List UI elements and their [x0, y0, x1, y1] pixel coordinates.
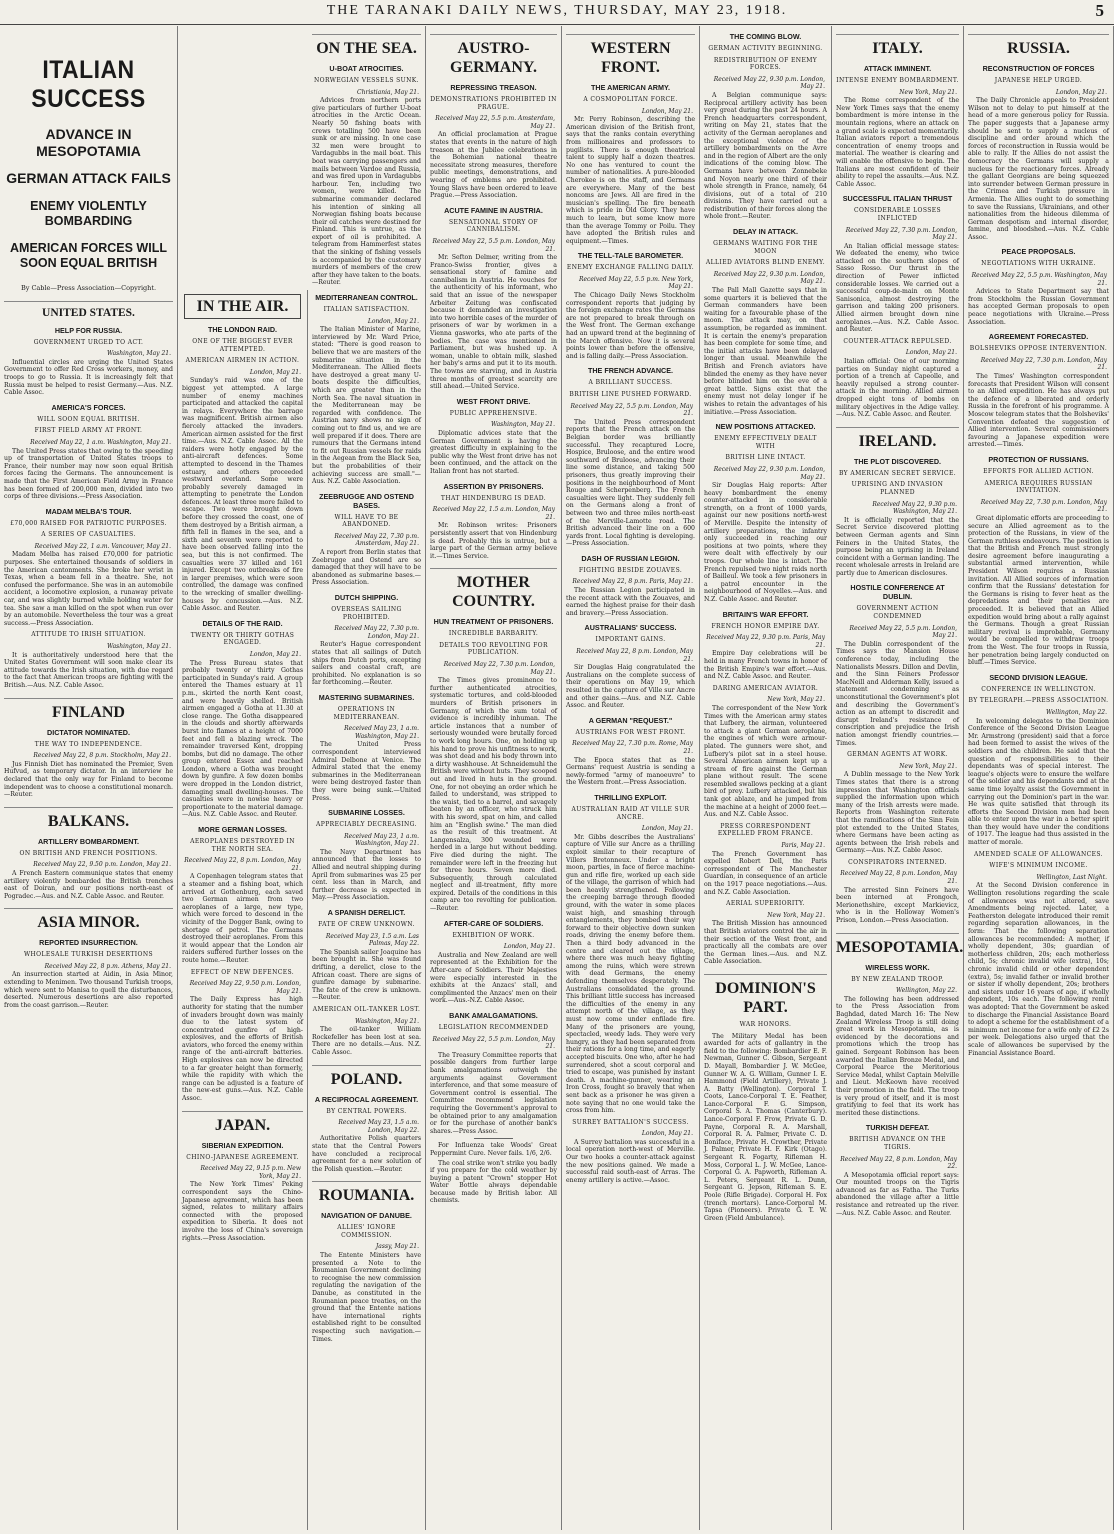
- section-balkans: BALKANS.: [4, 807, 173, 831]
- deck: ALLIED AVIATORS BLIND ENEMY.: [705, 259, 826, 267]
- dateline: Wellington, May 22.: [1046, 708, 1107, 716]
- deck: WILL HAVE TO BE ABANDONED.: [334, 513, 399, 529]
- section-mother-country: MOTHER COUNTRY.: [430, 568, 557, 611]
- subhead: SIBERIAN EXPEDITION.: [201, 1140, 284, 1150]
- column-8: [964, 26, 1114, 1530]
- article-body: Madam Melba has raised £70,000 for patriotic purposes. She entertained thousands of soldiers in the American cantonments. She broke her wrist in Texas, when a beam fell in a theatre. She, not confused the performance. She was in an automobile accident, a locomotive explosion, a runaway private car, and was slightly burned while holding water for tea. She saw a man killed on the spot when run over by an automobile. Nevertheless the tour was a great success.—Press Association.: [4, 551, 173, 627]
- deck: AMENDED SCALE OF ALLOWANCES.: [974, 850, 1103, 858]
- dateline: Received May 22, 8 p.m. Stockholm, May 21.: [33, 752, 171, 760]
- article-body: Influential circles are urging the United States Government to offer Red Cross workers, money, and troops to go to Russia. It is increasingly felt that Russia must be helped to resist Germany.—Aus. N.Z. Cable Assoc.: [4, 358, 173, 397]
- byline: By Cable—Press Association—Copyright.: [20, 284, 157, 292]
- subhead: ASSERTION BY PRISONERS.: [443, 481, 544, 491]
- dateline: Washington, May 21.: [354, 1017, 419, 1025]
- dateline: Received May 22, 9.30 p.m. London, May 21.: [713, 465, 825, 481]
- deck: CHINO-JAPANESE AGREEMENT.: [186, 1153, 299, 1161]
- deck: GOVERNMENT URGED TO ACT.: [33, 338, 144, 346]
- deck: CONSIDERABLE LOSSES INFLICTED: [853, 207, 942, 222]
- deck: APPRECIABLY DECREASING.: [316, 821, 417, 829]
- dateline: Received May 23, 1.5 a.m. London, May 22.: [338, 1119, 419, 1134]
- article-body: The Chicago Daily News Stockholm correspondent reports that judging by the foreign exchange rates the Germans are not prepared to break through on the West front. The German exchange had an upward trend at the beginning of the March offensive. Now it is several points lower than before the offensive, and is falling daily.—Press Association.: [566, 292, 695, 360]
- deck: EXHIBITION OF WORK.: [452, 931, 535, 939]
- subhead: MADAM MELBA'S TOUR.: [45, 506, 132, 516]
- dateline: Received May 22, 7.30 p.m. London, May 21.: [980, 498, 1107, 514]
- article-body: A Surrey battalion was successful in a local operation north-west of Merville. Our two hooks a counter-attack against the new positions gained. We made a successful raid south-east of Arras. The enemy artillery is active.—Assoc.: [566, 1138, 695, 1184]
- article-body: A Dublin message to the New York Times states that there is a strong impression that Washington officials supplied the information upon which many of the Irish arrests were made. Reports from Washington reiterate that the ramifications of the Sinn Fein plot extended to the United States, where Germans have been acting as agents between the Irish rebels and Germany.—Aus. N.Z. Cable Assoc.: [836, 771, 959, 855]
- article-body: The Entente Ministers have presented a Note to the Roumanian Government declining to recognise the new commission regulating the navigation of the Danube, as constituted in the Roumanian peace treaties, on the ground that the Entente nations have international rights established right to be consulted respecting such navigation.—Times.: [312, 1252, 421, 1343]
- deck: LEGISLATION RECOMMENDED: [438, 1024, 549, 1031]
- dateline: Received May 22, 9.30 p.m. Washington, May 21.: [872, 500, 957, 516]
- article-body: The United Press states that owing to the speeding up of transportation of United States troops to France, their number may now soon equal British forces facing the Germans. The announcement is made that the First American Field Army in France has been formed of 200,000 men, divided into two corps of three divisions.—Press Association.: [4, 447, 173, 501]
- subhead: A GERMAN "REQUEST.": [588, 715, 673, 725]
- article-body: The Dublin correspondent of the Times says the Mansion House conference today, including the Nationalists Messrs. Dillon and Devlin, and the Sinn Feiners Professor MacNeill and Alderman Kelly, issued a statement condemning as unconstitutional the Government's plot and describing the Government's action as an attempt to discredit and disrupt Ireland's resistance of conscription and prejudice the Irish nation amongst friendly countries.—Times.: [836, 640, 959, 747]
- section-western-front: WESTERN FRONT.: [566, 34, 695, 77]
- subhead: U-BOAT ATROCITIES.: [329, 64, 404, 73]
- subhead: DASH OF RUSSIAN LEGION.: [581, 553, 680, 563]
- section-roumania: ROUMANIA.: [312, 1181, 421, 1205]
- dateline: New York, May 21.: [767, 911, 825, 919]
- headline-german-attack: GERMAN ATTACK FAILS: [6, 170, 171, 186]
- deck: ENEMY EFFECTIVELY DEALT WITH: [714, 435, 817, 450]
- dateline: Received May 22, 5.5 p.m. London, May 21.: [432, 237, 555, 253]
- subhead: WIRELESS WORK.: [865, 962, 930, 972]
- subhead: NEW POSITIONS ATTACKED.: [715, 422, 816, 432]
- article-body: The Press Bureau states that probably twenty or thirty Gothas participated in Sunday's raid. A group entered the Thames estuary at 11 p.m., skirted the north Kent coast, and were heavily shelled. British airmen engaged a Gotha at 11.30 at close range. The Gotha disappeared in the clouds and shortly afterwards burst into flames at a height of 7000 feet and fell a blazing wreck. The remainder traversed Kent, dropping bombs, but did no damage. The other group entered Essex and reached London, where a Gotha was brought down by gunfire. A few dozen bombs were dropped in the London district, damaging small dwelling-houses. The casualties were in nowise heavy or proportionate to the material damage.—Aus. N.Z. Cable Assoc. and Reuter.: [182, 659, 303, 819]
- article-body: A Belgian communique says: Reciprocal artillery activity has been very great during the past 24 hours. A French headquarters correspondent, writing on May 21, states that the activity of the German aeroplanes and the exceptional violence of the artillery bombardments on the Avre and in the region of Albert are the only indications of the coming blow. The Germans have between Zonnebeke and Noyon nearly one third of their whole strength in France, namely, 64 divisions, out of a total of 210 divisions. They have carried out a redistribution of their forces along the whole front.—Reuter.: [704, 91, 827, 221]
- subhead: WEST FRONT DRIVE.: [456, 396, 531, 406]
- article-body: The United Press correspondent interviewed Admiral Delbone at Venice. The Admiral stated that the enemy submarines in the Mediterranean were being destroyed faster than they were being sunk.—United Press.: [312, 741, 421, 802]
- dateline: New York, May 21.: [899, 762, 957, 770]
- article-body: Mr. Gibbs describes the Australians' capture of Ville sur Ancre as a thrilling exploit similar to their recapture of Villers Bretonneux. Under a bright moon, parties, in face of fierce machine-gun and rifle fire, worked up each side of the village, the garrison of which had been heavily strengthened. Following the creeping barrage through flooded ground, with the water in some places waist high, and smashing through entanglements, they bombed their way forward to their objective down sunken roads, driving the enemy before them. Then a third body advanced in the centre and cleared out the village, where there was much heavy fighting among the ruins, which were strewn with dead Germans, the enemy defending themselves desperately. The Australians consolidated the ground. This brilliant little success has increased the difficulties of the enemy in any attempt north of the village, as they must now come under enfilade fire. Many of the prisoners are young, spectacled, weedy lads. They were very hungry, as they had been separated from their rations for a long time, and eagerly accepted biscuits. One who, after he had surrendered, shot a scout corporal and tried to escape, was punished by instant death. A machine-gunner, wearing an Iron Cross, fought so bravely that when sent back as a prisoner he was given a note saying that no one would take the cross from him.: [566, 833, 695, 1115]
- dateline: Received May 22, 7.30 p.m. London, May 21.: [980, 356, 1107, 372]
- subhead: BRITAIN'S WAR EFFORT.: [722, 609, 809, 619]
- dateline: London, May 21.: [905, 349, 957, 357]
- article-body: The following has been addressed to the Press Association from Baghdad, dated March 16: The New Zealand Wireless Troop is still doing great work in Mesopotamia, as is evidenced by the decorations and promotions which the troop has gained. Sergeant Robinson has been awarded the Italian Bronze Medal, and Corporal Pearce the Meritorious Service Medal, whilst Captain Melville and Lieut. McKeown have received their promotion in the field. The troop is very proud of itself, and it is most gratifying to feel that its work has merited these distinctions.: [836, 995, 959, 1117]
- dateline: London, May 21.: [249, 368, 301, 376]
- deck: CONSPIRATORS INTERNED.: [848, 858, 947, 866]
- article-body: The Times gives prominence to further authenticated atrocities, systematic tortures, and cold-blooded murders of British prisoners in Germany, of which the sum total of evidence is incredibly inhuman. The article instances that a number of seriously wounded were brutally forced to work long hours. One, on holding up his hand to prove his unfitness to work, was shot dead and his body thrown into a dirty washhouse. At Schneidemuhl the British were without huts. They scooped out and lived in huts in the ground. One, for not obeying an order which he failed to understand, was stripped to the waist, tied to a barrel, and savagely beaten by an officer, who struck him with his sword, spat on him, and called him an "English swine." The man died as the result of this treatment. At Langensalza, 300 wounded were herded in a large hut without bedding. Five died during the night. The remainder were left in the freezing hut for three hours. Seven more died. Subsequently, through calculated neglect and ill-treatment, fifty more expired. Details of the conditions in this camp are too revolting for publication.—Reuter.: [430, 677, 558, 913]
- subhead: SECOND DIVISION LEAGUE.: [989, 672, 1088, 682]
- subhead: ZEEBRUGGE AND OSTEND BASES.: [319, 491, 414, 510]
- dateline: Received May 22, 9.30 p.m. Paris, May 21.: [706, 634, 825, 649]
- section-in-the-air: IN THE AIR.: [184, 294, 301, 319]
- deck: THE WAY TO INDEPENDENCE.: [34, 740, 143, 748]
- deck: SURREY BATTALION'S SUCCESS.: [572, 1118, 689, 1126]
- article-body: Australia and New Zealand are well represented at the Exhibition for the After-care of Soldiers. Their Majesties were especially interested in the exhibits at the Anzacs' stall, and complimented the Anzacs' men on their work.—Aus.-N.Z. Cable Assoc.: [430, 951, 557, 1005]
- dateline: Received May 22, 1 a.m. Washington, May 21.: [30, 438, 171, 446]
- article-body: Authoritative Polish quarters state that the Central Powers have concluded a reciprocal agreement for a new solution of the Polish question.—Reuter.: [312, 1135, 421, 1173]
- dateline: Received May 23, 1 a.m. Washington, May 21.: [344, 725, 419, 740]
- deck: FIGHTING BESIDE ZOUAVES.: [578, 566, 683, 574]
- article-body: Reuter's Hague correspondent states that all sailings of Dutch ships from Dutch ports, excepting sailers and coastal craft, are prohibited. No explanation is so far forthcoming.—Reuter.: [312, 641, 421, 687]
- advertisement: The coal strike won't strike you badly if you prepare for the cold weather by buying a patent "Crown" stopper Hot Water Bottle always dependable because made by British labor. All chemists.: [430, 1159, 557, 1205]
- subhead: REPORTED INSURRECTION.: [39, 938, 138, 948]
- dateline: London, May 21.: [1055, 88, 1107, 96]
- article-body: In welcoming delegates to the Dominion Conference of the Second Division League Mr. Armstrong (president) said that a force had been formed to assist the wives of the soldiers and the children. He said that the question of responsibilities to their dependants was of special interest. The league's objects were to ensure the welfare of the soldier and his dependants and at the same time loyalty assist the Government in carrying out the Dominion's part in the war. He was quite satisfied that through its efforts the Second Division men had been able to enter upon the war in a better spirit than they would have under the conditions of 1917. The league had thus assisted in the matter of morale.: [968, 717, 1109, 847]
- subhead: ACUTE FAMINE IN AUSTRIA.: [444, 205, 543, 215]
- deck: ITALIAN SATISFACTION.: [323, 306, 410, 314]
- subhead: A SPANISH DERELICT.: [327, 908, 406, 918]
- dateline: Received May 22, 1.5 a.m. London, May 21.: [432, 506, 555, 521]
- dateline: Received May 23, 1.5 a.m. Las Palmas, May 22.: [325, 932, 419, 948]
- subhead: MEDITERRANEAN CONTROL.: [315, 293, 418, 303]
- deck: UPRISING AND INVASION PLANNED: [851, 481, 944, 496]
- dateline: London, May 21.: [641, 1130, 693, 1138]
- article-body: Empire Day celebrations will be held in many French towns in honor of the British Empire's war effort.—Aus. and N.Z. Cable Assoc. and Reuter.: [704, 650, 827, 681]
- subhead: DELAY IN ATTACK.: [733, 227, 798, 237]
- dateline: Received May 22, 7.30 p.m. London, May 21.: [334, 625, 419, 640]
- article-body: The Daily Express has high authority for stating that the number of invaders brought down was mainly due to the latest system of concentrated gunfire of high-explosives, and the efforts of British aviators, who forced the enemy within range of the anti-aircraft batteries. High explosives can now be directed to a far greater height than formerly, while the rapidity with which the range can be adjusted is a feature of the new-est guns.—Aus. N.Z. Cable Assoc.: [182, 996, 303, 1103]
- subhead: AUSTRALIANS' SUCCESS.: [584, 623, 677, 633]
- subhead: DUTCH SHIPPING.: [334, 593, 399, 603]
- deck: SENSATIONAL STORY OF CANNIBALISM.: [449, 218, 538, 234]
- dateline: New York, May 21.: [767, 696, 825, 704]
- deck: TWENTY OR THIRTY GOTHAS ENGAGED.: [190, 631, 295, 647]
- dateline: Received May 22, 1 a.m. Vancouver, May 21.: [34, 542, 171, 550]
- article-body: An Italian official message states: We defeated the enemy, who twice attacked on the southern slopes of Sasso Rosso. Our thrust in the direction of Pewer inflicted considerable losses. We carried out a successful coup-de-main on Monte Sanisonica, almost destroying the garrison and taking 200 prisoners. Allied airmen brought down nine aeroplanes.—Aus. N.Z. Cable Assoc. and Reuter.: [836, 242, 959, 334]
- article-body: A Mesopotamia official report says: Our mounted troops on the Tigris advanced as far as Fatha. The Turks abandoned the village after a little resistance and retreated up the river.—Aus. N.Z. Cable Assoc. and Reuter.: [836, 1171, 959, 1217]
- subhead: AMERICA'S FORCES.: [51, 402, 126, 412]
- dateline: Paris, May 21.: [781, 842, 825, 850]
- column-3: [308, 26, 426, 1530]
- section-united-states: UNITED STATES.: [4, 301, 173, 320]
- dateline: Received May 22, 5.5 p.m. London, May 21.: [570, 402, 693, 418]
- deck: WHOLESALE TURKISH DESERTIONS: [23, 951, 154, 959]
- subhead: DETAILS OF THE RAID.: [202, 618, 283, 628]
- article-body: The Navy Department has announced that the losses to Allied and neutral shipping during April from submarines was 25 per cent. less than in March, and further decrease is expected in May.—Press Association.: [312, 848, 421, 902]
- article-body: The Pall Mall Gazette says that in some quarters it is believed that the German commanders have been waiting for a favourable phase of the moon. The attack may, on that assumption, be regarded as imminent. It is certain the enemy's preparation has been complete for some time, and the initial attacks have been delayed longer than usual. Meanwhile the British and French aviators have blinded the enemy as they have never before blinded him on the eve of a great battle. Signs exist that the enemy must not delay longer if he wishes to retain the advantages of his initiative.—Press Association.: [704, 287, 827, 416]
- section-on-the-sea: ON THE SEA.: [312, 34, 421, 58]
- deck: DARING AMERICAN AVIATOR.: [712, 684, 819, 692]
- subhead: SUBMARINE LOSSES.: [328, 808, 405, 818]
- article-body: Great diplomatic efforts are proceeding to secure an Allied agreement as to the protection of the Russians, in view of the German ruthless endeavours. The position is that the British and French must strongly desire agreement before inaugurating a substantial armed intervention, while President Wilson requires a Russian invitation. All Allied sources of information confirm that the Russians' detestation for the Germans is rising to fever heat as the depredations and their penalties are proceeded. It is believed that an Allied expedition would bring about a rally against the Germans. Though a great Russian military revival is improbable, Germany would be compelled to withdraw troops from the West. The four troops in Russia, her penetration being largely conducted on bluff.—Times Service.: [968, 514, 1109, 667]
- deck: AERIAL SUPERIORITY.: [726, 900, 805, 908]
- subhead: DICTATOR NOMINATED.: [47, 727, 130, 737]
- dateline: Received May 23, 1 a.m. Washington, May 21.: [344, 832, 419, 848]
- subhead: THE LONDON RAID.: [207, 325, 278, 334]
- deck: GERMANS WAITING FOR THE MOON: [713, 240, 818, 255]
- deck: NORWEGIAN VESSELS SUNK.: [314, 77, 419, 84]
- dateline: Received May 22, 9.50 p.m. London, May 21.: [33, 861, 171, 869]
- article-body: The French Government has expelled Robert Dell, the Paris correspondent of The Manchester Guardian, in consequence of an article on the 1917 peace negotiations.—Aus. and N.Z. Cable Association.: [704, 850, 827, 896]
- subhead: HUN TREATMENT OF PRISONERS.: [433, 617, 554, 627]
- dateline: Received May 22, 8 p.m. Paris, May 21.: [572, 578, 693, 586]
- deck: EFFECT OF NEW DEFENCES.: [190, 968, 295, 976]
- article-body: Diplomatic advices state that the German Government is having the greatest difficulty in explaining to the public why the West front drive has not been continued, and the attack on the Italian front has not started.: [430, 429, 557, 475]
- article-body: The oil-tanker William Rockefeller has been lost at sea. There are no details.—Aus. N.Z. Cable Assoc.: [312, 1026, 421, 1056]
- dateline: Received May 22, 8 p.m. London, May 21.: [840, 870, 957, 886]
- article-body: Jus Finnish Diet has nominated the Premier, Sven Hufvud, as temporary dictator. In an interview he declared that the only way for Finland to become independent was to choose a constitutional monarch.—Reuter.: [4, 760, 173, 799]
- headline-bombarding: ENEMY VIOLENTLY BOMBARDING: [30, 199, 147, 228]
- dateline: Jassy, May 21.: [375, 1243, 419, 1251]
- page-number: 5: [1095, 1, 1106, 20]
- article-body: Mr. Perry Robinson, describing the American division of the British front, says that the ranks contain everything from millionaires and professors to pugilists. There is enough theatrical talent to supply half a dozen theatres. No one has ventured to count the number of nationalities. A pure-blooded Cherokee is on the staff, and Germans are everywhere. Many of the best noncoms are Jews. All are fired in the musician's spelling. The fire beneath which is pride in Old Glory. They have much to learn, but some know more than the average Tommy or Poilu. They have adopted the British rules and equipment.—Times.: [566, 116, 695, 245]
- dateline: London, May 21.: [641, 825, 693, 833]
- dateline: Received May 22, 9.30 p.m. London, May 21.: [713, 270, 825, 286]
- article-body: The New York Times' Peking correspondent says the Chino-Japanese agreement, which has been signed, relates to military affairs connected with the proposed expedition to Siberia. It does not involve the loss of China's sovereign rights.—Press Association.: [182, 1181, 303, 1242]
- section-mesopotamia: MESOPOTAMIA.: [836, 933, 959, 957]
- subhead: SUCCESSFUL ITALIAN THRUST: [842, 194, 953, 204]
- dateline: Wellington, May 22.: [896, 987, 957, 995]
- deck: REDISTRIBUTION OF ENEMY FORCES.: [713, 56, 818, 72]
- deck: BRITISH LINE INTACT.: [725, 454, 806, 462]
- section-italy: ITALY.: [836, 34, 959, 58]
- deck: ON BRITISH AND FRENCH POSITIONS.: [19, 849, 158, 857]
- deck: OPERATIONS IN MEDITERRANEAN.: [333, 705, 400, 721]
- deck: WIFE'S MINIMUM INCOME.: [989, 862, 1088, 870]
- section-asia-minor: ASIA MINOR.: [4, 908, 173, 932]
- dateline: Received May 22, 5.5 p.m. Amsterdam, May 21.: [435, 115, 555, 130]
- dateline: Received May 22, 7.30 p.m. Rome, May 21.: [572, 740, 693, 755]
- deck: BOLSHEVIKS OPPOSE INTERVENTION.: [969, 345, 1108, 353]
- deck: GOVERNMENT ACTION CONDEMNED: [856, 605, 939, 621]
- deck: COUNTER-ATTACK REPULSED.: [843, 337, 952, 345]
- dateline: Received May 22, 9.15 p.m. New York, May 21.: [200, 1165, 301, 1180]
- subhead: NAVIGATION OF DANUBE.: [321, 1211, 412, 1221]
- subhead: THE PLOT DISCOVERED.: [853, 456, 942, 466]
- article-body: Italian official: One of our morning parties on Sunday night captured a portion of a trench at Capeolle, and heavily repulsed a strong counter-attack in the morning. Allied airmen dropped eight tons of bombs on military objectives in the Adige valley.—Aus. N.Z. Cable Assoc. and Reuter.: [836, 358, 959, 419]
- deck: PUBLIC APPREHENSIVE.: [449, 409, 538, 417]
- dateline: Christiania, May 21.: [357, 88, 419, 96]
- subhead: MASTERING SUBMARINES.: [318, 692, 415, 702]
- subhead: A RECIPROCAL AGREEMENT.: [314, 1094, 419, 1104]
- article-body: A report from Berlin states that Zeebrugge and Ostend are so damaged that they will have to be abandoned as submarine bases.—Press Association.: [312, 549, 421, 587]
- column-6: [700, 26, 832, 1530]
- deck: JAPANESE HELP URGED.: [994, 77, 1083, 84]
- deck: ALLIES' IGNORE COMMISSION.: [337, 1224, 396, 1239]
- article-body: A French Eastern communique states that enemy artillery violently bombarded the British trenches east of Doiran, and our positions north-east of Pogradec.—Aus. and N.Z. Cable Assoc. and Reuter.: [4, 869, 173, 900]
- article-body: The Rome correspondent of the New York Times says that the enemy bombardment is more intense in the mountain regions, where an attack on a grand scale is expected momentarily. Italian aviators report a tremendous concentration of enemy troops and material. The weather is clearing and will enable the offensive to begin. The Italians are most confident of their ability to repel the assaults.—Aus. N.Z. Cable Assoc.: [836, 97, 959, 188]
- article-body: The Daily Chronicle appeals to President Wilson not to delay to put himself at the head of a more generous policy for Russia. The paper suggests that a Japanese army should be sent to supply a nucleus of discipline and order around which the forces of reconstruction in Russia would be able to rally. If the Allies do not assist the democracy the Germans will supply a nucleus for the reactionary forces. Already the gallant Georgians are being squeezed into surrender between German pressure in the Crimea and Turkish pressure in Armenia. The Allies ought to do something to save the Russians, Ukrainians, and other nationalities from the hideous dilemma of German despotism and internal disorder, famine, and bloodshed.—Aus. N.Z. Cable Assoc.: [968, 97, 1109, 241]
- deck: AMERICAN OIL-TANKER LOST.: [312, 1005, 421, 1013]
- article-body: Mr. Sefton Delmer, writing from the Franco-Swiss frontier, gives a sensational story of famine and cannibalism in Austria. He vouches for the authenticity of his informant, who said that an issue of the newspaper Arbeiter Zeitung was confiscated because it demanded an investigation into two horrible cases of the murder of prisoners of war by workmen in a Vienna gasworks, who ate parts of the bodies. The case was mentioned in Parliament, but was hushed up. A woman, unable to obtain milk, slashed her baby's arms and put it to its mouth. The towns are starving, and in Austria three months of greatest scarcity are still ahead.—United Service.: [430, 254, 557, 391]
- deck: AUSTRALIAN RAID AT VILLE SUR ANCRE.: [571, 805, 690, 821]
- article-body: The Spanish sailer Joaquine has been brought in. She was found drifting, a derelict, close to the African coast. There are signs of gunfire damage by submarine. The fate of the crew is unknown.—Reuter.: [312, 948, 421, 1002]
- headline-mesopotamia: ADVANCE IN MESOPOTAMIA: [36, 126, 141, 159]
- headline-american-forces: AMERICAN FORCES WILL SOON EQUAL BRITISH: [10, 241, 167, 270]
- dateline: Wellington, Last Night.: [1036, 873, 1107, 881]
- deck: A SERIES OF CASUALTIES.: [41, 531, 136, 539]
- article-body: Sir Douglas Haig congratulated the Australians on the complete success of their operations on May 19, which resulted in the capture of Ville sur Ancre and other gains.—Aus. and N.Z. Cable Assoc. and Reuter.: [566, 664, 695, 710]
- subhead: HELP FOR RUSSIA.: [54, 325, 123, 335]
- deck: CONFERENCE IN WELLINGTON.: [981, 685, 1096, 693]
- subhead: ARTILLERY BOMBARDMENT.: [37, 836, 140, 846]
- section-austro-germany: AUSTRO-GERMANY.: [430, 34, 557, 77]
- deck: FRENCH HONOR EMPIRE DAY.: [711, 622, 820, 630]
- section-poland: POLAND.: [312, 1065, 421, 1089]
- dateline: Received May 22, 9.50 p.m. London, May 21.: [189, 980, 301, 995]
- dateline: New York, May 21.: [899, 88, 957, 96]
- deck: FATE OF CREW UNKNOWN.: [318, 921, 415, 929]
- dateline: London, May 21.: [249, 650, 301, 658]
- subhead: THE FRENCH ADVANCE.: [587, 366, 674, 376]
- subhead: BANK AMALGAMATIONS.: [449, 1011, 538, 1020]
- deck: NEGOTIATIONS WITH UKRAINE.: [981, 260, 1096, 268]
- section-finland: FINLAND: [4, 698, 173, 722]
- subhead: THE TELL-TALE BAROMETER.: [577, 251, 684, 261]
- dateline: Received May 22, 5.5 p.m. London, May 21.: [849, 624, 957, 640]
- dateline: London, May 21.: [641, 107, 693, 115]
- dateline: Received May 22, 8 p.m. London, May 21.: [576, 648, 693, 663]
- article-body: Sir Douglas Haig reports: After heavy bombardment the enemy counter-attacked in considerable strength, on a front of 1000 yards, against our new positions north-west of Merville. Despite the intensity of artillery preparations, the infantry only succeeded in reaching our positions at two points, where they were dealt with effectively by our troops. Our whole line is intact. The French repulsed two night raids north of Bailleul. We took a few prisoners in a patrol encounter in the neighbourhood of Noyelles.—Aus. and N.Z. Cable Assoc. and Reuter.: [704, 482, 827, 603]
- article-body: Sunday's raid was one of the biggest yet attempted. A large number of enemy machines participated and attacked the capital in relays. Everywhere the barrage was magnificent. British airmen also fiercely attacked the invaders. American airmen assisted for the first time.—Aus. N.Z. Cable Assoc. All the raiders were hotly engaged by the anti-aircraft defences. Some attempted to descend in the Thames estuary, and others proceeded westward overland. Some were probably severely damaged in attempting to penetrate the London defences. At least three more failed to escape. Two were brought down before they crossed the coast, one of them destroyed by a British airman, a fifth fell in flames in the sea, and a sixth and seventh were reported to have been observed falling into the sea, but this is not confirmed. The casualties were 37 killed and 161 injured. Except two outbreaks of fire in larger premises, which were soon controlled, the damage was confined to the wrecking of smaller dwelling-houses by concussion.—Aus. N.Z. Cable Assoc. and Reuter.: [182, 377, 303, 613]
- dateline: London, May 21.: [503, 943, 555, 951]
- deck: WAR HONORS.: [739, 1020, 792, 1028]
- deck: BRITISH ADVANCE ON THE TIGRIS.: [849, 1136, 946, 1151]
- deck: FIRST FIELD ARMY AT FRONT.: [34, 427, 143, 435]
- article-body: The Italian Minister of Marine, interviewed by Mr. Ward Price, stated: "There is good reason to believe that we are masters of the submarine situation in the Mediterranean. The Allied fleets have destroyed a great many U-boats despite the difficulties, which are greater than in the North Sea. The naval situation in the Mediterranean may be regarded with confidence. The Austrian navy shows no sign of coming out to find us, and we are well prepared if it does. There are rumours that the Germans intend to fit out Russian vessels for raids in the Aegean from the Black Sea, but the probabilities of their achieving success are small."—Aus. N.Z. Cable Association.: [312, 326, 421, 486]
- deck: BY AMERICAN SECRET SERVICE.: [838, 469, 957, 477]
- subhead: REPRESSING TREASON.: [450, 83, 537, 92]
- dateline: Received May 22, 5.5 p.m. New York, May 21.: [578, 275, 693, 291]
- article-body: The Russian Legion participated in the recent attack with the Zouaves, and earned the highest praise for their dash and bravery.—Press Association.: [566, 587, 695, 617]
- deck: AEROPLANES DESTROYED IN THE NORTH SEA.: [190, 838, 295, 853]
- subhead: THE AMERICAN ARMY.: [591, 83, 670, 92]
- subhead: PEACE PROPOSALS.: [1001, 247, 1076, 257]
- dateline: Received May 22, 5.5 p.m. Washington, May 21.: [971, 272, 1107, 287]
- deck: IMPORTANT GAINS.: [595, 636, 666, 644]
- main-headline: ITALIAN SUCCESS: [31, 56, 146, 113]
- deck: AMERICAN AIRMEN IN ACTION.: [185, 357, 300, 365]
- dateline: Received May 22, 9.30 p.m. London, May 21.: [713, 75, 825, 91]
- section-russia: RUSSIA.: [968, 34, 1109, 58]
- masthead-title: THE TARANAKI DAILY NEWS, THURSDAY, MAY 23, 1918.: [326, 3, 788, 18]
- deck: INCREDIBLE BARBARITY.: [448, 630, 539, 638]
- article-body: An insurrection started at Aidin, in Asia Minor, extending to Menimen. Two thousand Turkish troops, which were sent to Manisa to quell the disturbances, deserted. Numerous desertions are also reported from the coast garrison.—Reuter.: [4, 971, 173, 1009]
- section-dominions-part: DOMINION'S PART.: [704, 974, 827, 1017]
- deck: GERMAN ACTIVITY BEGINNING.: [708, 45, 823, 52]
- article-body: The British Mission has announced that British aviators control the air in their section of the West front, and practically all the combats are over the German lines.—Aus. and N.Z. Cable Association.: [704, 920, 827, 966]
- subhead: ATTACK IMMINENT.: [863, 64, 932, 73]
- deck: A COSMOPOLITAN FORCE.: [583, 96, 678, 103]
- deck: PRESS CORRESPONDENT EXPELLED FROM FRANCE.: [717, 822, 814, 838]
- article-body: The United Press correspondent reports that the French attack on the Belgian border was brilliantly successful. They recaptured Locre, Hospice, Bruloose, and the entire wood southward of Bruloose, advancing their line some distance, and taking 500 prisoners, thus greatly improving their positions in the neighbourhood of Mont Rouge and Scherpenberg. The French casualties were light. They suddenly fell on the Germans along a front of between two and three miles north-east of the Merville-Lamotte road. The British advanced their line on a 600 yards front. Local fighting is developing.—Press Association.: [566, 418, 695, 548]
- article-body: The correspondent of the New York Times with the American army states that Lufbery, the airman, volunteered to attack a giant German aeroplane, the engines of which were armour-plated. The gunners were shot, and Lufbery's pilot sat in a steel house. Several American airmen kept up a stream of fire against the German plane without result. The scene resembled swallows pecking at a giant bird of prey. Lufbery attacked, but his tank got ablaze, and he jumped from the machine at a height of 2000 feet.—Aus. and N.Z. Cable Assoc.: [704, 704, 827, 819]
- dateline: Received May 22, 8 p.m. London, May 22.: [840, 1155, 957, 1171]
- deck: OVERSEAS SAILING PROHIBITED.: [331, 606, 402, 621]
- dateline: London, May 21.: [367, 317, 419, 325]
- dateline: Washington, May 21.: [106, 643, 171, 650]
- deck: THAT HINDENBURG IS DEAD.: [440, 494, 547, 502]
- deck: ATTITUDE TO IRISH SITUATION.: [31, 631, 146, 639]
- deck: BRITISH LINE PUSHED FORWARD.: [569, 391, 692, 398]
- dateline: Washington, May 21.: [106, 350, 171, 358]
- article-body: Advices from northern ports give particulars of further U-boat atrocities in the Arctic Ocean. Nearly 50 fishing boats with crews totalling 500 have been sunk or are missing. In one case 32 men were brought to Vardagubbs in the mail boat. This boat was carrying passengers and mails between Vardoe and Russia, and was fired upon in Vardagubbs harbour. Ten, including two women, were killed. The submarine commander declared his intention of sinking all Norwegian fishing boats because their oil catches were destined for Finland. This is untrue, as the export of oil is prohibited. A telegram from Hammerfest states that the sinking of fishing vessels is accompanied by the customary murders of members of the crew after they have taken to the boats.—Reuter.: [312, 97, 421, 287]
- deck: BY CENTRAL POWERS.: [326, 1107, 407, 1115]
- dateline: Received May 22, 8 p.m. London, May 21.: [184, 857, 301, 872]
- deck: AUSTRIANS FOR WEST FRONT.: [575, 728, 686, 736]
- deck: A BRILLIANT SUCCESS.: [588, 379, 673, 387]
- section-ireland: IRELAND.: [836, 427, 959, 451]
- subhead: MORE GERMAN LOSSES.: [198, 825, 287, 835]
- article-body: Advices to State Department say that from Stockholm the Russian Government has accepted German proposals to open peace negotiations with Ukraine.—Press Association.: [968, 288, 1109, 326]
- article-body: The arrested Sinn Feiners have been interned at Frongoch, Merionethshire, except Markievicz, who is in the Holloway Women's Prison, London.—Press Association.: [836, 886, 959, 925]
- masthead: [0, 0, 1114, 25]
- dateline: Received May 22, 7.30 p.m. Amsterdam, May 21.: [334, 532, 419, 548]
- subhead: AFTER-CARE OF SOLDIERS.: [443, 918, 544, 928]
- column-4: [426, 26, 562, 1530]
- deck: BY NEW ZEALAND TROOP.: [851, 975, 944, 983]
- deck: EFFORTS FOR ALLIED ACTION.: [983, 467, 1094, 475]
- subhead: AGREEMENT FORECASTED.: [988, 332, 1089, 342]
- article-body: A Copenhagen telegram states that a steamer and a fishing boat, which arrived at Gothenburg, each saved two German airmen from two aeroplanes of a large, new type, which were forced to descend in the vicinity of the Dogger Bank, owing to shortage of petrol. The Germans destroyed their aeroplanes. From this it would appear that the London air raiders suffered further losses on the route home.—Reuter.: [182, 873, 303, 964]
- divider: [474, 1138, 512, 1139]
- subhead: RECONSTRUCTION OF FORCES: [982, 64, 1095, 73]
- article-body: It is officially reported that the Secret Service discovered plotting between German agents and Sinn Feiners in the United States, the purpose being an uprising in Ireland coincident with a German landing. The recent wholesale arrests in Ireland are partly due to American disclosures.: [836, 516, 959, 577]
- dateline: Received May 22, 5.5 p.m. London, May 21.: [432, 1035, 555, 1051]
- subhead: HOSTILE CONFERENCE AT DUBLIN.: [850, 583, 945, 602]
- article-body: The Military Medal has been awarded for acts of gallantry in the field to the following: Bombardier E. F. Newman, Gunner C. Gibson, Sergeant D. Mayall, Bombardier J. W. McGee, Gunner W. A. G. William, Gunner I. E. Hammond (Field Artillery), Private J. A. Batty (Wellington). Corporal T. Coots, Lance-Corporal T. E. Feather, Lance-Corporal F. G. Simpson, Corporal S. A. Thomas (Canterbury). Lance-Corporal F. Frow, Private G. D. Payne, Corporal R. A. Marshall, Corporal R. A. Palmer, Private C. D. Boniface, Private H. Crowther, Private J. Palmer, Private H. F. Kirk (Otago). Sergeant R. Fogarty, Rifleman H. Moss, Corporal L. J. W. McGee, Lance-Corporal G. A. Papworth, Rifleman A. L. Peters, Sergeant R. L. Dunn, Sergeant G. Jepson, Rifleman S. E. Poole (Rifle Brigade). Corporal H. Fox (trench mortars). Lance-Corporal M. Tapsa (Pioneers). Private G. T. W. Green (Field Ambulance).: [704, 1032, 827, 1222]
- deck: £70,000 RAISED FOR PATRIOTIC PURPOSES.: [10, 519, 167, 527]
- column-1: [0, 26, 178, 1530]
- article-body: An official proclamation at Prague states that events in the nature of high treason at the Jubilee celebrations in the Bohemian national theatre necessitate strong measures, therefore public meetings, demonstrations, and wearing of emblems are prohibited. Young Slavs have been ordered to leave Prague.—Press Association.: [430, 131, 557, 200]
- article-body: It is authoritatively understood here that the United States Government will soon make clear its attitude towards the Irish situation, with due regard to the fact that American troops are fighting with the British.—Aus. N.Z. Cable Assoc.: [4, 651, 173, 689]
- deck: DETAILS TOO REVOLTING FOR PUBLICATION.: [439, 641, 548, 657]
- article-body: The Treasury Committee reports that possible dangers from further large bank amalgamations outweigh the arguments against Government interference, and that some measure of Government control is essential. The Committee recommend legislation requiring the Government's approval to be obtained prior to any amalgamation or for the purchase of another bank's shares.—Press Assoc.: [430, 1051, 557, 1135]
- dateline: Received May 22, 8 p.m. Athens, May 21.: [44, 962, 171, 970]
- subhead: TURKISH DEFEAT.: [865, 1123, 930, 1133]
- deck: DEMONSTRATIONS PROHIBITED IN PRAGUE.: [430, 96, 557, 111]
- article-body: The Times' Washington correspondent forecasts that President Wilson will consent to an Allied expedition. He has always put the defence of a liberated and orderly Russia in the forefront of his programme. A Moscow telegram states that the Bolsheviks' Convention defeated the suggestion of Allied intervention. Several commissioners favouring a Japanese expedition were arrested.—Times.: [968, 373, 1109, 449]
- article-body: The Epoca states that as the Germans' request Austria is sending a newly-formed "army of manoeuvre" to the Western front.—Press Association.: [566, 756, 695, 787]
- article-body: Mr. Robinson writes: Prisoners persistently assert that von Hindenburg is dead. Probably this is untrue, but a large part of the German army believe it.—Times Service.: [430, 522, 557, 560]
- deck: WILL SOON EQUAL BRITISH.: [37, 415, 140, 423]
- subhead: PROTECTION OF RUSSIANS.: [988, 454, 1089, 464]
- advertisement: For Influenza take Woods' Great Peppermint Cure. Never fails. 1/6, 2/6.: [430, 1142, 557, 1157]
- section-japan: JAPAN.: [182, 1111, 303, 1135]
- deck: BY TELEGRAPH.—PRESS ASSOCIATION.: [968, 697, 1109, 705]
- column-5: [562, 26, 700, 1530]
- subhead: THE COMING BLOW.: [729, 32, 802, 41]
- dateline: Received May 22, 7.30 p.m. London, May 21.: [845, 226, 957, 242]
- column-7: [832, 26, 964, 1530]
- subhead: THRILLING EXPLOIT.: [594, 792, 667, 802]
- deck: ENEMY EXCHANGE FALLING DAILY.: [566, 264, 695, 272]
- deck: INTENSE ENEMY BOMBARDMENT.: [836, 77, 959, 84]
- dateline: Received May 22, 7.30 p.m. London, May 21.: [443, 661, 555, 676]
- deck: ONE OF THE BIGGEST EVER ATTEMPTED.: [192, 338, 293, 353]
- dateline: Washington, May 21.: [490, 421, 555, 429]
- deck: GERMAN AGENTS AT WORK.: [847, 751, 948, 759]
- column-2: [178, 290, 308, 1530]
- deck: AMERICA REQUIRES RUSSIAN INVITATION.: [984, 479, 1093, 495]
- article-body: At the Second Division conference in Wellington resolutions regarding the scale of allowances was not altered, save Amendments being rejected. Later, a Featherston delegate introduced their remit regarding separation allowances, in the form: That the following separation allowances be recommended: A mother, if wholly dependent, 30s; guardian of motherless children, 20s; each motherless child, 5s; chronic invalid wife (extra), 10s; chronic invalid child or other dependent (extra), 5s; invalid father or invalid brother or sister if wholly dependent, 20s; brothers and sisters under 16 years of age, if wholly dependent, 10s each. The following remit was adopted: That the Government be asked to discharge the Financial Assistance Board to adopt a scheme for the establishment of a minimum net income for a wife only of £2 2s per week. Delegations also urged that the scale of allowances be supervised by the Financial Assistance Board.: [968, 882, 1109, 1057]
